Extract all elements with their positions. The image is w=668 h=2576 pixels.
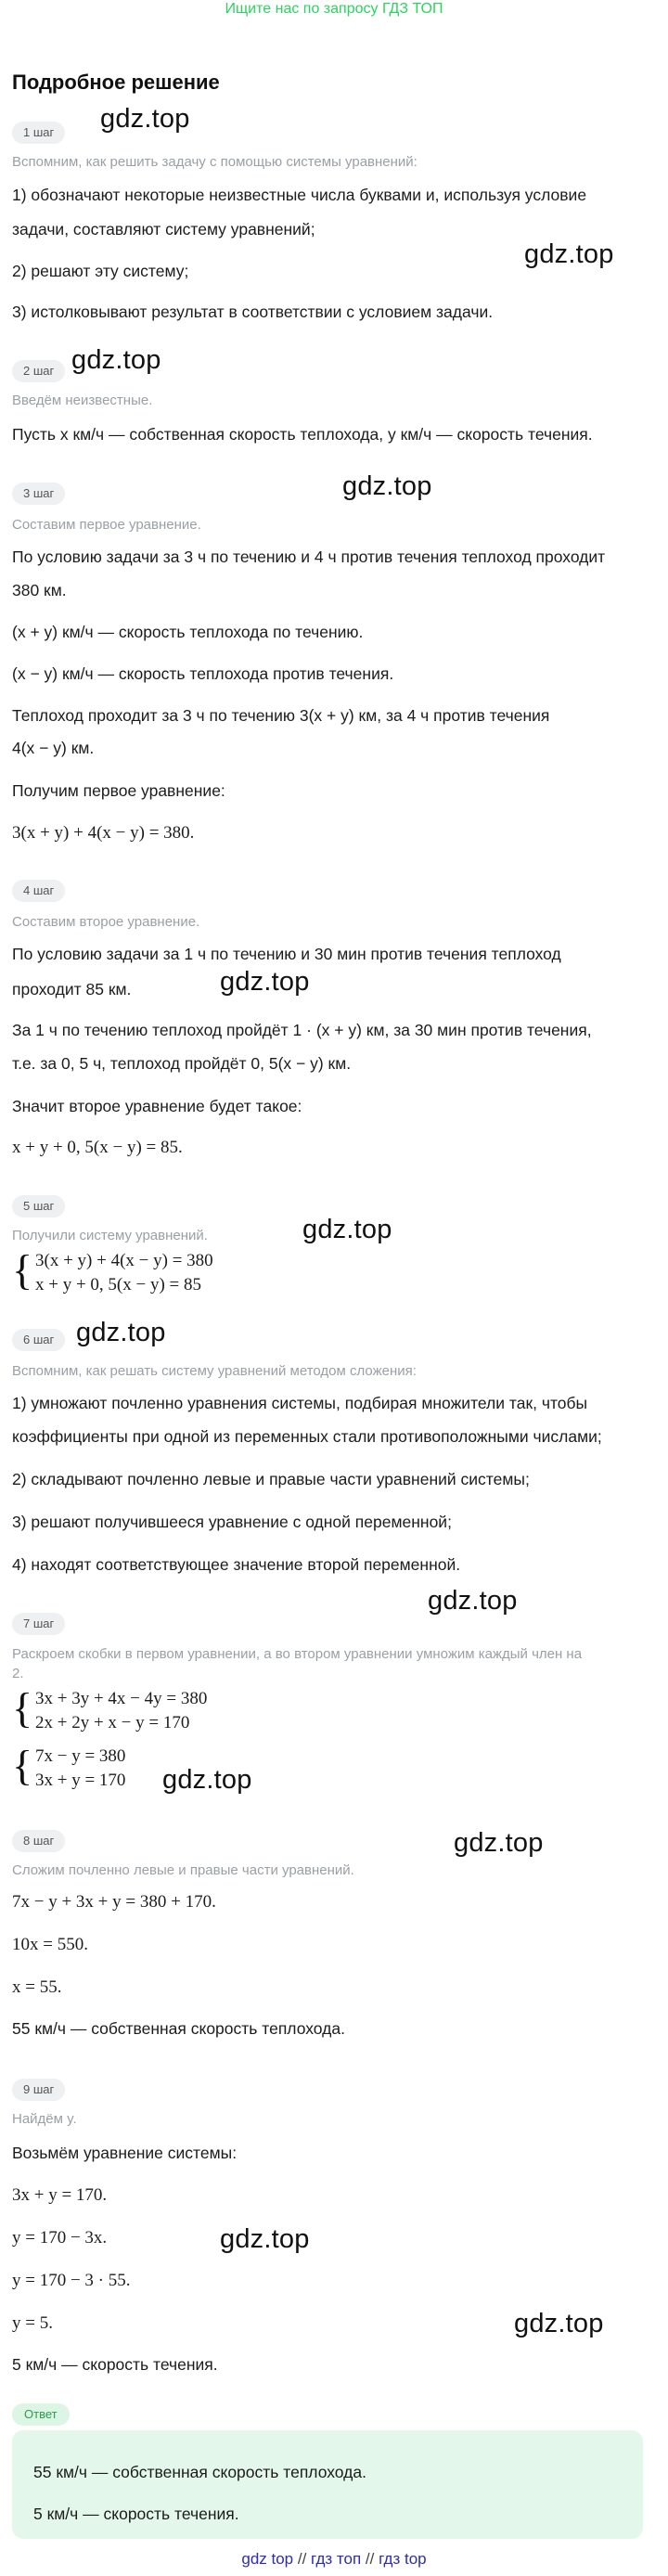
step-intro: Составим второе уравнение. — [12, 914, 200, 930]
step-text: 1) обозначают некоторые неизвестные числа буквами и, используя условие — [12, 186, 587, 204]
footer-link[interactable]: гдз топ — [311, 2550, 362, 2568]
step-text: т.е. за 0, 5 ч, теплоход пройдёт 0, 5(x − y) км. — [12, 1054, 352, 1073]
step-intro: Вспомним, как решать систему уравнений методом сложения: — [12, 1363, 417, 1379]
brace-icon: { — [12, 1246, 33, 1294]
step-text: (x + y) км/ч — скорость теплохода по течению. — [12, 623, 364, 641]
step-text: (x − y) км/ч — скорость теплохода против течения. — [12, 664, 394, 683]
footer-links — [0, 2550, 668, 2569]
step-intro: Раскроем скобки в первом уравнении, а во втором уравнении умножим каждый член на — [12, 1646, 583, 1662]
step-text: Получим первое уравнение: — [12, 781, 225, 800]
step-badge: 3 шаг — [12, 483, 65, 505]
step-intro: Вспомним, как решить задачу с помощью системы уравнений: — [12, 154, 418, 170]
equation: 7x − y + 3x + y = 380 + 170. — [12, 1892, 216, 1912]
system-row: 7x − y = 380 — [35, 1746, 126, 1766]
watermark: gdz.top — [220, 967, 310, 997]
brace-icon: { — [12, 1742, 33, 1789]
system-row: 3(x + y) + 4(x − y) = 380 — [35, 1251, 213, 1270]
answer-line: 5 км/ч — скорость течения. — [33, 2505, 239, 2523]
answer-badge: Ответ — [12, 2403, 70, 2426]
step-badge: 8 шаг — [12, 1830, 65, 1852]
brace-icon: { — [12, 1684, 33, 1732]
step-badge: 6 шаг — [12, 1329, 65, 1351]
step-text: коэффициенты при одной из переменных стали противоположными числами; — [12, 1427, 602, 1446]
step-badge: 1 шаг — [12, 122, 65, 144]
step-intro: Сложим почленно левые и правые части уравнений. — [12, 1862, 354, 1878]
equation: 10x = 550. — [12, 1935, 88, 1954]
step-text: Значит второе уравнение будет такое: — [12, 1097, 302, 1115]
footer-separator: // — [365, 2550, 375, 2568]
system-row: 3x + 3y + 4x − 4y = 380 — [35, 1689, 208, 1708]
watermark: gdz.top — [524, 239, 614, 269]
footer-link[interactable]: gdz top — [241, 2550, 294, 2568]
step-intro: Найдём y. — [12, 2111, 77, 2127]
equation-system — [12, 1742, 290, 1797]
step-text: 55 км/ч — собственная скорость теплохода. — [12, 2019, 345, 2038]
step-text: По условию задачи за 3 ч по течению и 4 ч против течения теплоход проходит — [12, 547, 606, 566]
system-row: 2x + 2y + x − y = 170 — [35, 1713, 190, 1732]
step-text: 5 км/ч — скорость течения. — [12, 2355, 218, 2374]
step-intro: Получили систему уравнений. — [12, 1228, 208, 1243]
watermark: gdz.top — [428, 1586, 518, 1616]
step-badge: 5 шаг — [12, 1195, 65, 1217]
equation: 3(x + y) + 4(x − y) = 380. — [12, 823, 195, 843]
step-text: проходит 85 км. — [12, 980, 132, 998]
step-text: За 1 ч по течению теплоход пройдёт 1 · (x + y) км, за 30 мин против течения, — [12, 1021, 592, 1039]
step-text: 380 км. — [12, 581, 67, 599]
watermark: gdz.top — [302, 1215, 392, 1244]
step-text: 1) умножают почленно уравнения системы, подбирая множители так, чтобы — [12, 1394, 588, 1412]
step-text: задачи, составляют систему уравнений; — [12, 220, 315, 238]
watermark: gdz.top — [162, 1765, 252, 1795]
system-row: x + y + 0, 5(x − y) = 85 — [35, 1275, 202, 1294]
step-text: Пусть x км/ч — собственная скорость теплохода, y км/ч — скорость течения. — [12, 425, 593, 444]
watermark: gdz.top — [454, 1828, 544, 1858]
watermark: gdz.top — [76, 1318, 166, 1347]
step-intro: Составим первое уравнение. — [12, 517, 201, 533]
equation: 3x + y = 170. — [12, 2185, 108, 2205]
equation: y = 5. — [12, 2313, 53, 2333]
answer-line: 55 км/ч — собственная скорость теплохода. — [33, 2463, 366, 2481]
step-text: 3) истолковывают результат в соответствии с условием задачи. — [12, 303, 494, 321]
equation: x = 55. — [12, 1977, 62, 1997]
watermark: gdz.top — [342, 471, 432, 501]
step-text: 4) находят соответствующее значение второй переменной. — [12, 1555, 461, 1574]
footer-link[interactable]: гдз top — [379, 2550, 427, 2568]
step-text: По условию задачи за 1 ч по течению и 30 мин против течения теплоход — [12, 945, 561, 963]
system-row: 3x + y = 170 — [35, 1771, 126, 1790]
step-badge: 4 шаг — [12, 880, 65, 902]
step-text: Возьмём уравнение системы: — [12, 2144, 238, 2162]
step-intro: Введём неизвестные. — [12, 393, 153, 408]
equation-system — [12, 1684, 383, 1739]
step-badge: 2 шаг — [12, 360, 65, 382]
step-badge: 7 шаг — [12, 1613, 65, 1635]
top-banner[interactable]: Ищите нас по запросу ГДЗ ТОП — [225, 1, 443, 17]
footer-separator: // — [297, 2550, 307, 2568]
equation-system — [12, 1246, 383, 1301]
step-intro: 2. — [12, 1666, 24, 1681]
step-text: 2) складывают почленно левые и правые части уравнений системы; — [12, 1470, 530, 1488]
equation: x + y + 0, 5(x − y) = 85. — [12, 1138, 183, 1157]
watermark: gdz.top — [220, 2224, 310, 2254]
step-text: Теплоход проходит за 3 ч по течению 3(x + y) км, за 4 ч против течения — [12, 706, 550, 725]
watermark: gdz.top — [514, 2309, 604, 2338]
step-text: 3) решают получившееся уравнение с одной переменной; — [12, 1513, 452, 1531]
step-text: 4(x − y) км. — [12, 739, 95, 757]
step-text: 2) решают эту систему; — [12, 262, 189, 280]
step-badge: 9 шаг — [12, 2079, 65, 2101]
watermark: gdz.top — [100, 104, 190, 134]
equation: y = 170 − 3x. — [12, 2228, 108, 2248]
page-title: Подробное решение — [12, 71, 220, 94]
equation: y = 170 − 3 · 55. — [12, 2271, 131, 2290]
watermark: gdz.top — [71, 345, 161, 375]
